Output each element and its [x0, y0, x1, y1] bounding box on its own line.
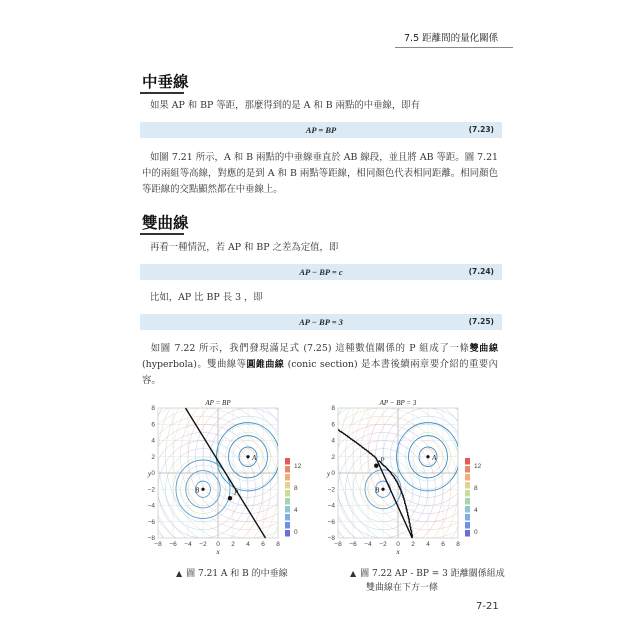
section-underline — [140, 233, 184, 235]
x-tick-labels — [334, 541, 460, 548]
equation-7-23: AP = BP (7.23) — [140, 122, 502, 138]
colorbar-tick-label: 0 — [294, 529, 298, 536]
colorbar-swatch — [285, 482, 290, 489]
colorbar-swatch — [285, 490, 290, 497]
x-tick-label: −6 — [349, 541, 357, 548]
section-title-hyperbola: 雙曲線 — [142, 214, 189, 232]
colorbar-tick-label: 0 — [474, 529, 478, 536]
paragraph-3: 再看一種情況，若 AP 和 BP 之差為定值，即 — [150, 242, 339, 253]
y-tick-label: 6 — [331, 421, 335, 429]
y-tick-label: 4 — [151, 437, 155, 445]
section-underline — [140, 92, 184, 94]
y-tick-label: −6 — [327, 518, 335, 526]
x-tick-label: −8 — [154, 541, 162, 548]
equation-7-24: AP − BP = c (7.24) — [140, 264, 502, 280]
paragraph-4: 比如，AP 比 BP 長 3 ，即 — [150, 292, 263, 303]
y-tick-label: −6 — [147, 518, 155, 526]
x-tick-label: 0 — [216, 541, 220, 548]
colorbar-swatch — [465, 522, 470, 529]
point-p — [374, 463, 378, 467]
colorbar-swatch — [465, 490, 470, 497]
x-axis-label: x — [396, 548, 400, 556]
point-label-a: A — [252, 453, 257, 462]
y-tick-label: 4 — [331, 437, 335, 445]
point-label-p: P — [380, 456, 385, 465]
paragraph-5: 如圖 7.22 所示，我們發現滿足式 (7.25) 這種數值關係的 P 組成了一條雙曲線 (hyperbola)。雙曲線等圓錐曲線 (conic section) 是本書後續兩章要介紹的重要內容。 — [142, 343, 498, 386]
colorbar-swatch — [465, 482, 470, 489]
page-number: 7-21 — [476, 601, 499, 612]
x-tick-label: −6 — [169, 541, 177, 548]
figure-2-title: AP − BP = 3 — [379, 399, 417, 407]
point-label-b: B — [195, 486, 200, 495]
colorbar-tick-label: 12 — [474, 463, 482, 470]
y-tick-label: −2 — [147, 486, 155, 494]
y-tick-label: −4 — [147, 502, 155, 510]
x-tick-label: 8 — [276, 541, 280, 548]
x-tick-label: 4 — [426, 541, 430, 548]
caption-figure-7-22-line2: 雙曲線在下方一條 — [366, 583, 439, 593]
colorbar-swatch — [465, 498, 470, 505]
figure-1-title: AP = BP — [205, 399, 231, 407]
colorbar-swatch — [285, 474, 290, 481]
x-tick-label: 6 — [261, 541, 265, 548]
y-tick-label: 8 — [151, 405, 155, 412]
x-tick-label: −2 — [379, 541, 387, 548]
colorbar — [465, 458, 482, 537]
x-tick-label: −8 — [334, 541, 342, 548]
point-a — [426, 455, 429, 458]
x-tick-label: 2 — [231, 541, 235, 548]
section-title-perpendicular-bisector: 中垂線 — [142, 73, 189, 91]
y-tick-label: −2 — [327, 486, 335, 494]
y-tick-label: 8 — [331, 405, 335, 412]
caption-figure-7-22: ▲ 圖 7.22 AP - BP = 3 距離關係組成 — [350, 569, 505, 579]
y-tick-label: 6 — [151, 421, 155, 429]
colorbar-swatch — [285, 458, 290, 465]
colorbar-swatch — [465, 458, 470, 465]
colorbar-swatch — [285, 530, 290, 537]
colorbar-swatch — [465, 474, 470, 481]
caption-figure-7-21: ▲ 圖 7.21 A 和 B 的中垂線 — [176, 569, 288, 579]
figure-7-21 — [144, 396, 304, 558]
x-tick-label: 0 — [396, 541, 400, 548]
colorbar-swatch — [465, 506, 470, 513]
figure-7-22 — [322, 396, 492, 558]
colorbar-swatch — [465, 466, 470, 473]
y-tick-label: −8 — [327, 535, 335, 542]
point-b — [201, 488, 204, 491]
x-tick-label: −4 — [364, 541, 372, 548]
x-tick-label: 2 — [411, 541, 415, 548]
colorbar-swatch — [285, 522, 290, 529]
x-axis-label: x — [216, 548, 220, 556]
paragraph-1: 如果 AP 和 BP 等距，那麼得到的是 A 和 B 兩點的中垂線，即有 — [150, 100, 421, 111]
paragraph-2: 如圖 7.21 所示，A 和 B 兩點的中垂線垂直於 AB 線段，並且將 AB 等距。圖 7.21 中的兩組等高線，對應的是到 A 和 B 兩點等距線，相同顏色代表相同距離。相同顏色等距線的交點顯然都在中垂線上。 — [142, 152, 498, 195]
y-tick-label: −8 — [147, 535, 155, 542]
point-a — [246, 455, 249, 458]
colorbar-swatch — [285, 514, 290, 521]
header-rule — [395, 47, 513, 48]
point-label-p: P — [234, 489, 239, 498]
y-tick-label: −4 — [327, 502, 335, 510]
y-tick-label: 2 — [331, 453, 335, 461]
colorbar-tick-label: 4 — [294, 507, 298, 514]
x-tick-label: 6 — [441, 541, 445, 548]
running-header: 7.5 距離間的量化關係 — [404, 33, 499, 44]
point-p — [228, 496, 232, 500]
y-axis-label: y — [148, 470, 152, 478]
y-tick-label: 0 — [331, 470, 335, 477]
x-tick-label: 4 — [246, 541, 250, 548]
colorbar-tick-label: 4 — [474, 507, 478, 514]
point-label-b: B — [375, 486, 380, 495]
colorbar-tick-label: 8 — [474, 485, 478, 492]
colorbar-tick-label: 12 — [294, 463, 302, 470]
x-tick-labels — [154, 541, 280, 548]
y-tick-label: 0 — [151, 470, 155, 477]
y-axis-label: y — [327, 470, 331, 478]
colorbar-swatch — [465, 530, 470, 537]
colorbar-swatch — [465, 514, 470, 521]
colorbar-swatch — [285, 498, 290, 505]
x-tick-label: −4 — [184, 541, 192, 548]
colorbar-swatch — [285, 466, 290, 473]
y-tick-label: 2 — [151, 453, 155, 461]
colorbar-tick-label: 8 — [294, 485, 298, 492]
x-tick-label: −2 — [199, 541, 207, 548]
colorbar-swatch — [285, 506, 290, 513]
colorbar — [285, 458, 302, 537]
equation-7-25: AP − BP = 3 (7.25) — [140, 314, 502, 330]
x-tick-label: 8 — [456, 541, 460, 548]
point-b — [381, 488, 384, 491]
point-label-a: A — [432, 453, 437, 462]
